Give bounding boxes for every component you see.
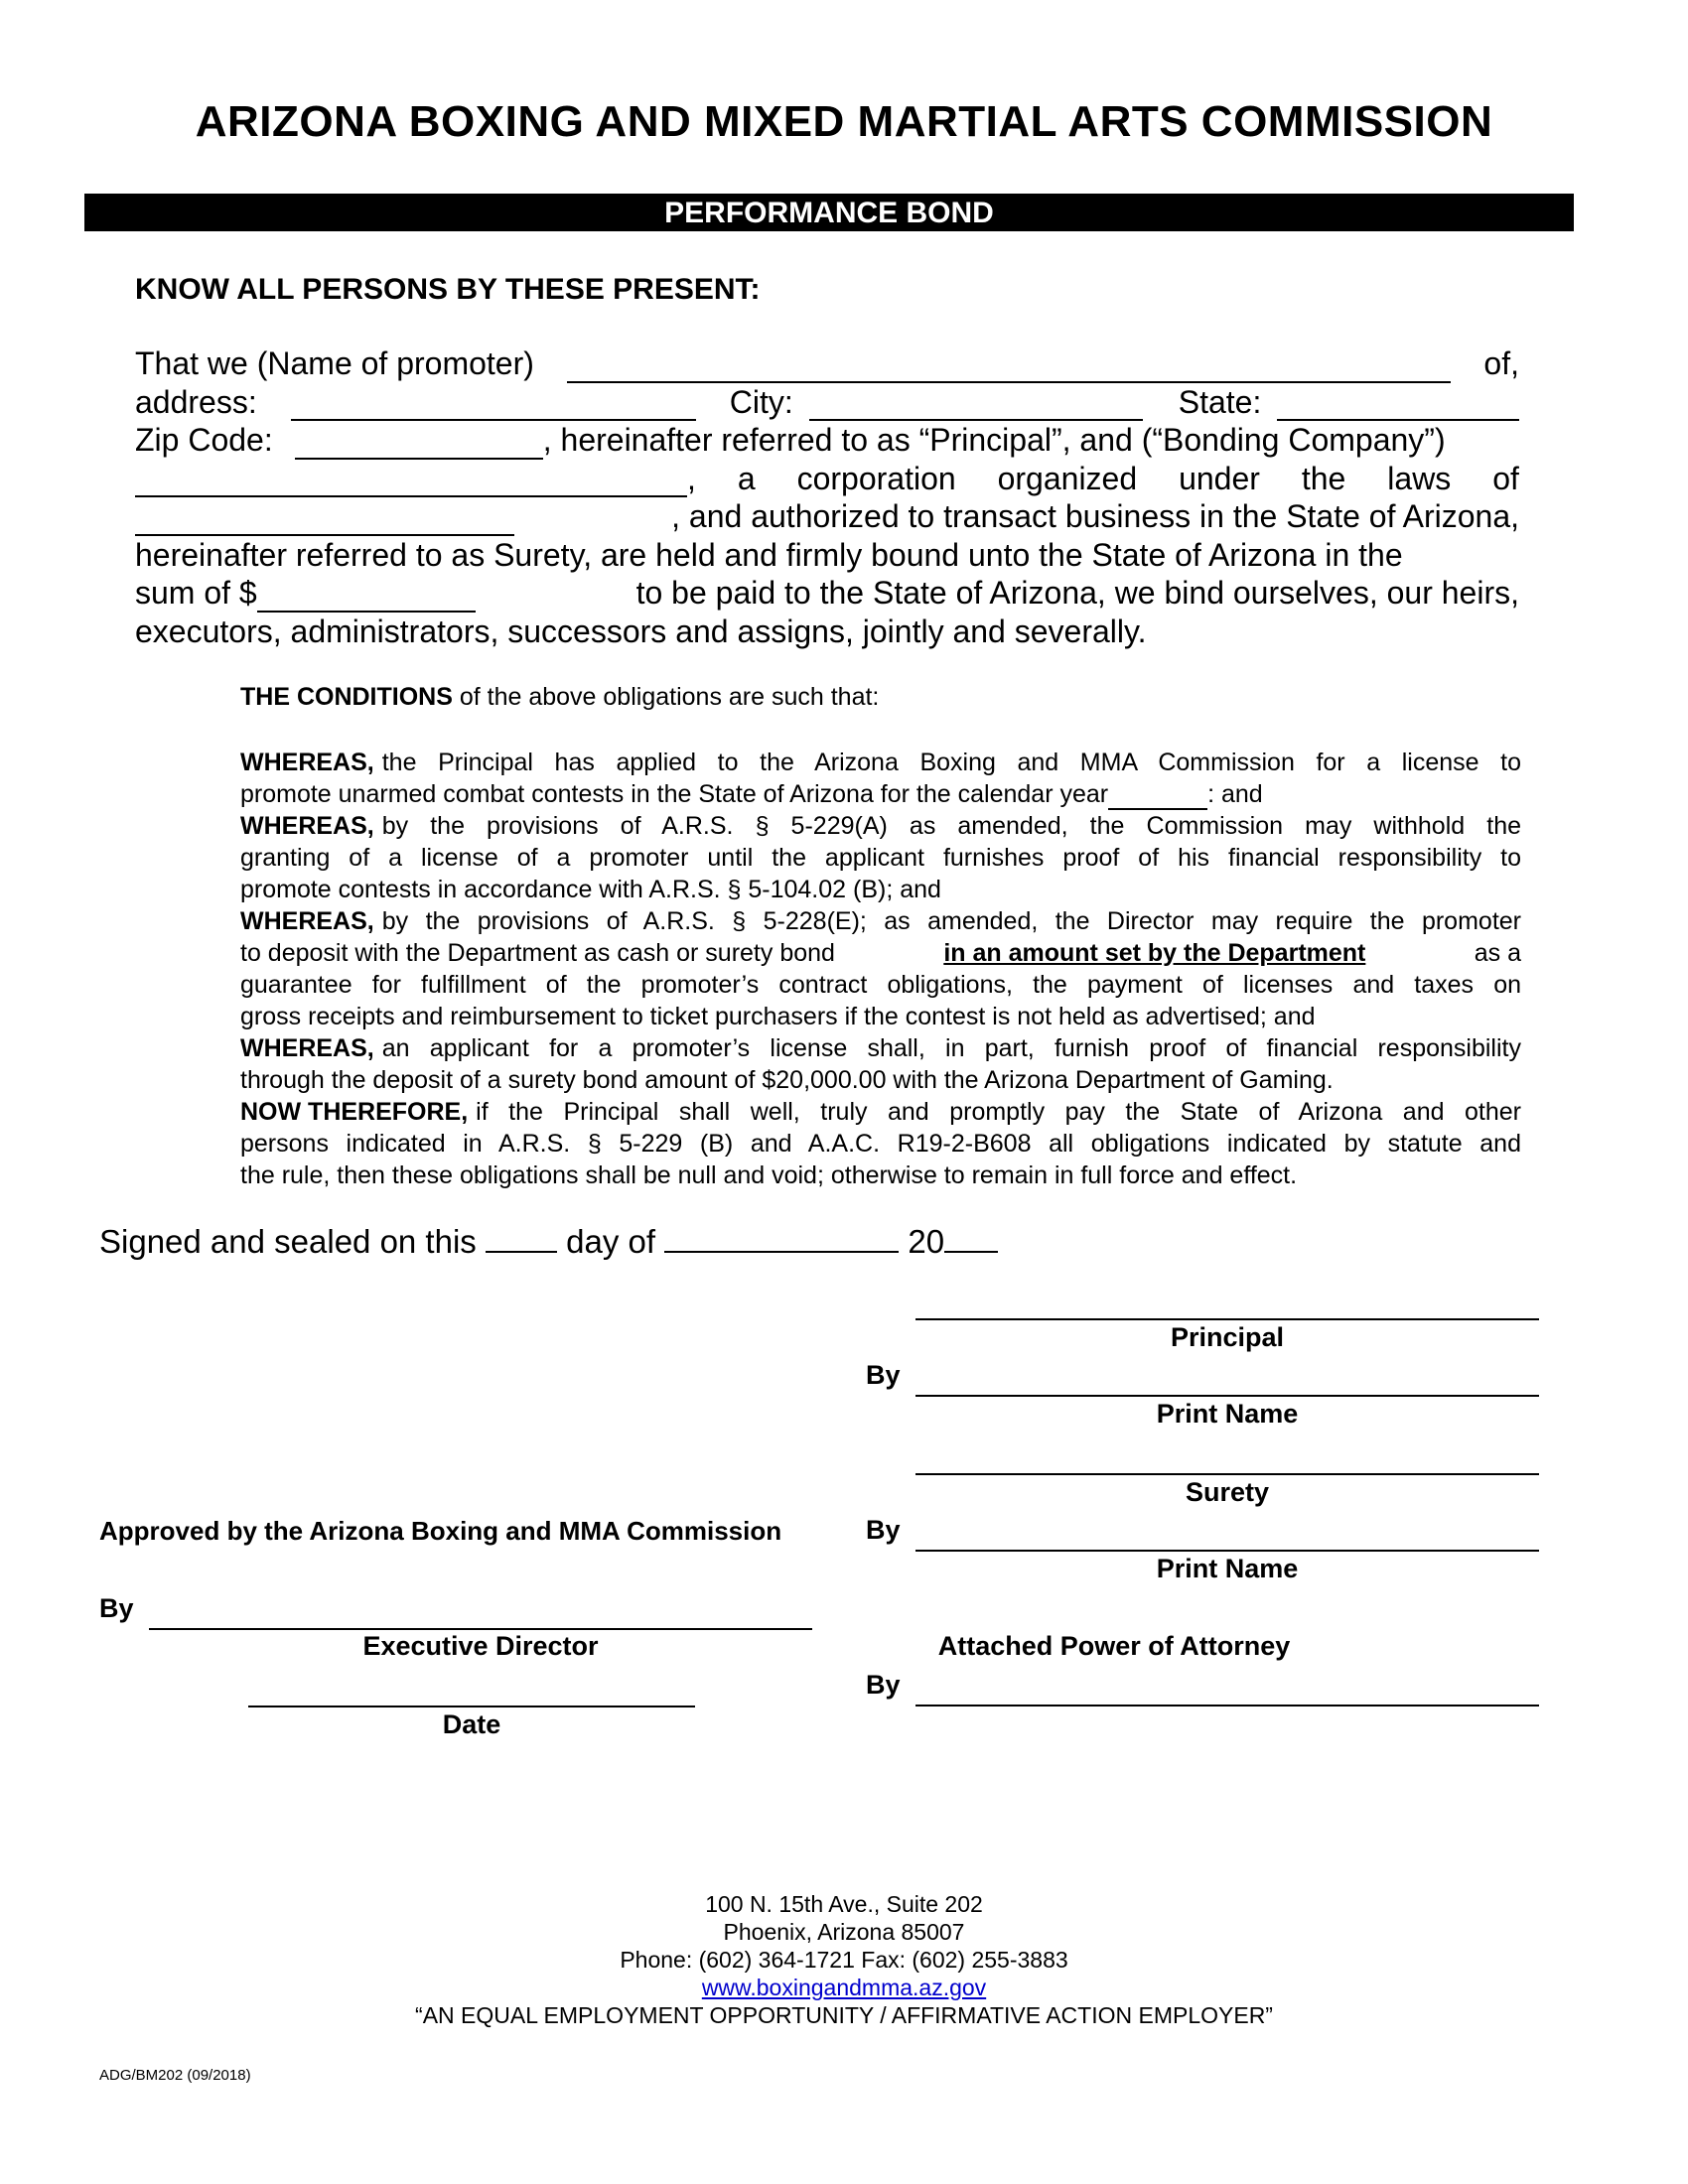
intro-heading: KNOW ALL PERSONS BY THESE PRESENT: [135, 273, 761, 306]
whereas-line [240, 1001, 1521, 1032]
whereas-line [240, 1128, 1521, 1160]
footer-eeo: “AN EQUAL EMPLOYMENT OPPORTUNITY / AFFIRMATIVE ACTION EMPLOYER” [415, 2002, 1273, 2028]
executive-director-label: Executive Director [362, 1631, 599, 1661]
document-title: ARIZONA BOXING AND MIXED MARTIAL ARTS COMMISSION [195, 97, 1493, 146]
whereas-text: to deposit with the Department as cash or surety bond [240, 939, 835, 967]
whereas-clauses [240, 747, 1521, 1191]
surety-text: hereinafter referred to as Surety, are held and firmly bound unto the State of Arizona in the [135, 536, 1403, 573]
signed-day-field[interactable] [486, 1223, 557, 1253]
whereas-text: if the Principal shall well, truly and promptly pay the State of Arizona and other [476, 1098, 1521, 1126]
body-line-5 [135, 497, 1519, 536]
principal-bonding-text: , hereinafter referred to as “Principal”, and (“Bonding Company”) [542, 422, 1446, 458]
body-word: under [1179, 460, 1260, 496]
by-label: By [866, 1515, 901, 1545]
whereas-text: by the provisions of A.R.S. § 5-229(A) as amended, the Commission may withhold the [381, 812, 1521, 840]
whereas-text: : and [1207, 780, 1263, 808]
signed-month-field[interactable] [664, 1223, 899, 1253]
whereas-line [240, 1032, 1521, 1064]
print-name-label: Print Name [1156, 1554, 1299, 1583]
whereas-line [240, 778, 1521, 810]
zip-label: Zip Code: [135, 422, 273, 458]
body-line-8 [135, 613, 1519, 651]
whereas-text: promote unarmed combat contests in the State of Arizona for the calendar year [240, 780, 1109, 808]
city-label: City: [729, 383, 793, 420]
form-number: ADG/BM202 (09/2018) [99, 2067, 251, 2084]
whereas-text: persons indicated in A.R.S. § 5-229 (B) and A.A.C. R19-2-B608 all obligations indicated by statute and [240, 1130, 1521, 1158]
address-field[interactable] [291, 393, 696, 421]
approval-heading: Approved by the Arizona Boxing and MMA Commission [99, 1516, 782, 1546]
state-of-incorporation-field[interactable] [135, 508, 514, 536]
bind-text: to be paid to the State of Arizona, we bind ourselves, our heirs, [635, 575, 1519, 611]
footer-address-1: 100 N. 15th Ave., Suite 202 [705, 1891, 983, 1917]
whereas-line [240, 937, 1521, 969]
city-field[interactable] [809, 393, 1143, 421]
whereas-line [240, 810, 1521, 842]
body-word: a [737, 460, 756, 496]
body-word: laws [1387, 460, 1452, 496]
signed-label: Signed and sealed on this [99, 1223, 477, 1260]
whereas-line [240, 905, 1521, 937]
body-word: organized [997, 460, 1138, 496]
body-word: of [1492, 460, 1519, 496]
whereas-text: the rule, then these obligations shall be null and void; otherwise to remain in full force and effect. [240, 1161, 1298, 1189]
surety-signature-line[interactable] [915, 1473, 1539, 1475]
whereas-bold: WHEREAS, [240, 749, 374, 776]
calendar-year-field[interactable] [1108, 786, 1207, 810]
whereas-text: guarantee for fulfillment of the promoter’s contract obligations, the payment of licenses and taxes on [240, 971, 1521, 999]
whereas-bold: WHEREAS, [240, 1034, 374, 1062]
now-therefore-bold: NOW THEREFORE, [240, 1098, 469, 1126]
whereas-bold: WHEREAS, [240, 812, 374, 840]
by-label: By [866, 1670, 901, 1700]
principal-signature-line[interactable] [915, 1318, 1539, 1320]
power-of-attorney-label: Attached Power of Attorney [937, 1631, 1291, 1661]
body-line-6 [135, 536, 1519, 575]
comma: , [687, 460, 696, 496]
whereas-text: as a [1474, 939, 1521, 967]
whereas-text: granting of a license of a promoter until the applicant furnishes proof of his financial responsibility to [240, 844, 1521, 872]
zip-field[interactable] [295, 432, 543, 460]
address-label: address: [135, 383, 257, 420]
bond-amount-field[interactable] [257, 585, 476, 613]
day-of-label: day of [566, 1223, 656, 1260]
whereas-text: the Principal has applied to the Arizona Boxing and MMA Commission for a license to [381, 749, 1521, 776]
state-label: State: [1178, 383, 1262, 420]
year-prefix-label: 20 [908, 1223, 945, 1260]
signed-sealed-line [99, 1223, 998, 1261]
whereas-line [240, 969, 1521, 1001]
conditions-text: of the above obligations are such that: [452, 683, 880, 711]
whereas-line [240, 874, 1521, 905]
state-field[interactable] [1277, 393, 1519, 421]
whereas-line [240, 1064, 1521, 1096]
sum-label: sum of $ [135, 575, 257, 611]
whereas-text: an applicant for a promoter’s license shall, in part, furnish proof of financial responsibility [381, 1034, 1521, 1062]
body-line-3 [135, 421, 1519, 460]
whereas-text: by the provisions of A.R.S. § 5-228(E); as amended, the Director may require the promoter [381, 907, 1521, 935]
whereas-text: through the deposit of a surety bond amount of $20,000.00 with the Arizona Department of Gaming. [240, 1066, 1334, 1094]
body-line-2 [135, 383, 1519, 422]
print-name-label: Print Name [1156, 1399, 1299, 1429]
whereas-line [240, 1160, 1521, 1191]
conditions-intro [240, 683, 879, 712]
footer-address-2: Phoenix, Arizona 85007 [723, 1919, 965, 1945]
body-line-1 [135, 344, 1519, 383]
body-word: corporation [796, 460, 956, 496]
executive-director-signature-line[interactable] [149, 1628, 812, 1630]
promoter-name-label: That we (Name of promoter) [135, 345, 534, 381]
by-label: By [866, 1360, 901, 1390]
bonding-company-field[interactable] [135, 470, 687, 497]
promoter-name-field[interactable] [567, 355, 1451, 383]
bond-body-paragraph [135, 344, 1519, 650]
principal-print-name-line[interactable] [915, 1395, 1539, 1397]
of-label: of, [1483, 345, 1519, 381]
executors-text: executors, administrators, successors and assigns, jointly and severally. [135, 613, 1147, 649]
footer-phone: Phone: (602) 364-1721 Fax: (602) 255-3883 [620, 1947, 1068, 1973]
conditions-bold: THE CONDITIONS [240, 683, 453, 711]
signed-year-field[interactable] [944, 1223, 998, 1253]
body-line-7 [135, 574, 1519, 613]
principal-label: Principal [1170, 1322, 1285, 1352]
body-word: the [1301, 460, 1346, 496]
authorized-text: , and authorized to transact business in the State of Arizona, [671, 498, 1519, 534]
whereas-text: gross receipts and reimbursement to ticket purchasers if the contest is not held as advertised; and [240, 1003, 1316, 1030]
whereas-bold: WHEREAS, [240, 907, 374, 935]
power-of-attorney-signature-line[interactable] [915, 1705, 1539, 1706]
whereas-line [240, 1096, 1521, 1128]
surety-print-name-line[interactable] [915, 1550, 1539, 1552]
footer-website-row [0, 1974, 1688, 2001]
whereas-underlined-text: in an amount set by the Department [943, 939, 1366, 967]
surety-label: Surety [1185, 1477, 1270, 1507]
whereas-line [240, 747, 1521, 778]
by-label: By [99, 1593, 134, 1623]
body-line-4 [135, 460, 1519, 498]
date-label: Date [442, 1709, 501, 1739]
website-link[interactable]: www.boxingandmma.az.gov [701, 1975, 987, 2000]
section-banner: PERFORMANCE BOND [84, 194, 1574, 231]
whereas-text: promote contests in accordance with A.R.S. § 5-104.02 (B); and [240, 876, 941, 903]
whereas-line [240, 842, 1521, 874]
date-signature-line[interactable] [248, 1706, 695, 1707]
